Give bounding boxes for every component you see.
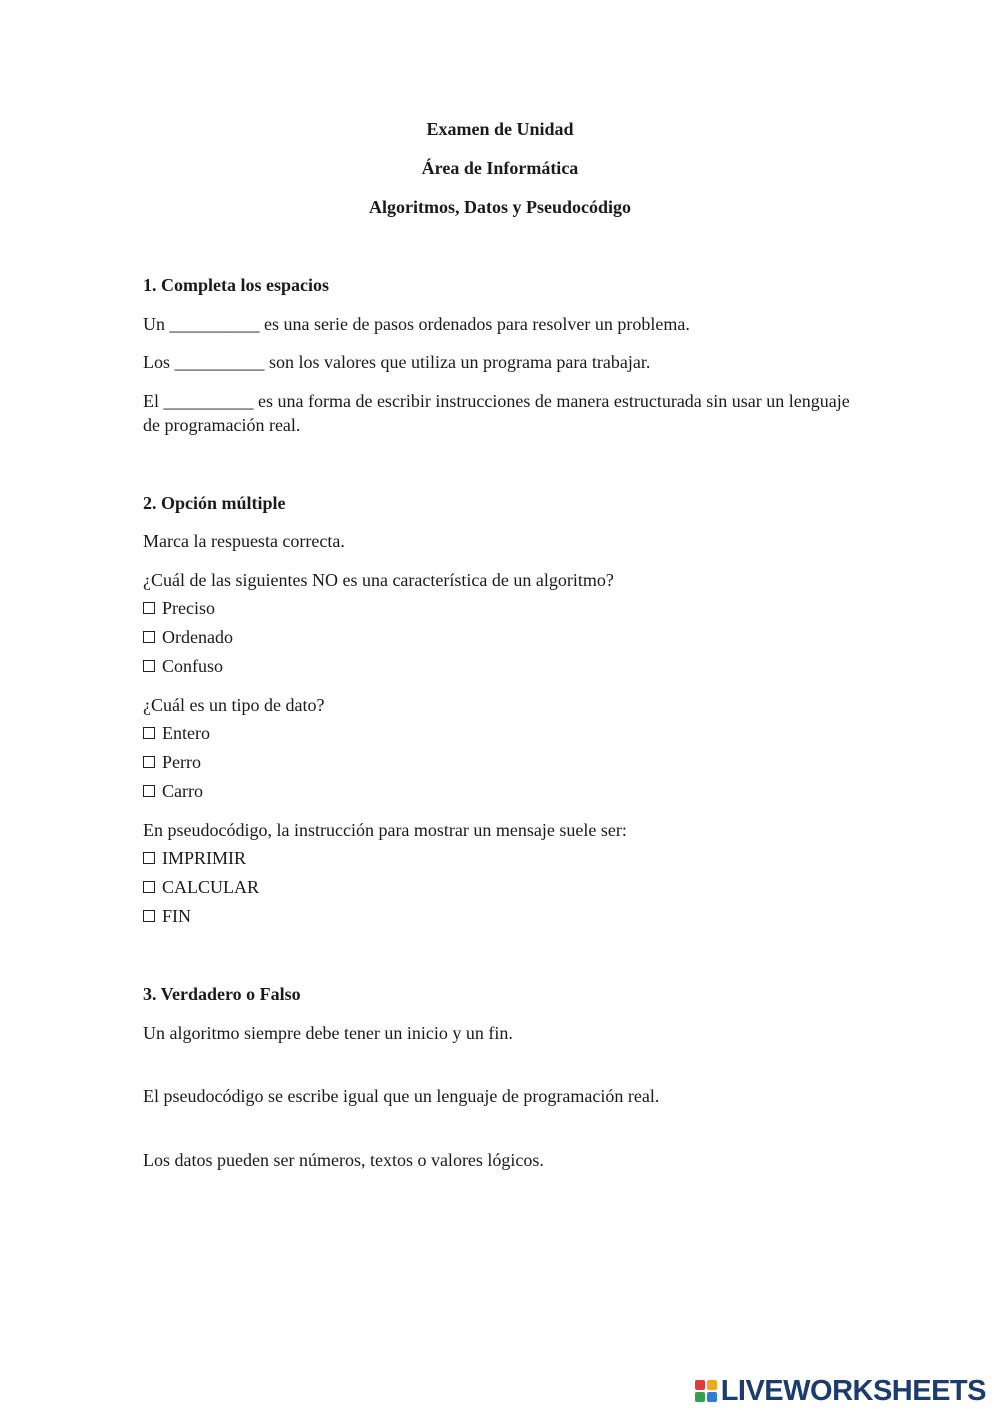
option-label: Carro — [162, 781, 203, 801]
checkbox-icon[interactable] — [143, 910, 155, 922]
option-imprimir[interactable] — [143, 846, 246, 870]
logo-square — [707, 1392, 717, 1402]
question-3: En pseudocódigo, la instrucción para mostrar un mensaje suele ser: — [143, 820, 627, 840]
option-entero[interactable] — [143, 721, 210, 745]
question-2: ¿Cuál es un tipo de dato? — [143, 695, 325, 715]
option-label: Entero — [162, 723, 210, 743]
logo-squares-icon — [695, 1380, 717, 1402]
exam-title: Examen de Unidad — [426, 119, 574, 139]
option-ordenado[interactable] — [143, 625, 233, 649]
section-3-title: 3. Verdadero o Falso — [143, 984, 301, 1004]
option-label: Preciso — [162, 598, 215, 618]
option-label: FIN — [162, 906, 192, 926]
option-fin[interactable] — [143, 904, 191, 928]
exam-subtitle: Área de Informática — [421, 158, 579, 178]
option-label: Perro — [162, 752, 201, 772]
section-2-instruction: Marca la respuesta correcta. — [143, 531, 345, 551]
option-preciso[interactable] — [143, 596, 215, 620]
fill-blank-1[interactable]: Un __________ es una serie de pasos ordenados para resolver un problema. — [143, 314, 690, 334]
fill-blank-3[interactable]: El __________ es una forma de escribir instrucciones de manera estructurada sin usar un lenguaje de programación real. — [143, 391, 850, 435]
true-false-statement-1[interactable]: Un algoritmo siempre debe tener un inicio y un fin. — [143, 1023, 513, 1043]
option-carro[interactable] — [143, 779, 203, 803]
checkbox-icon[interactable] — [143, 756, 155, 768]
checkbox-icon[interactable] — [143, 852, 155, 864]
checkbox-icon[interactable] — [143, 727, 155, 739]
checkbox-icon[interactable] — [143, 631, 155, 643]
liveworksheets-logo — [695, 1374, 986, 1408]
logo-square — [707, 1380, 717, 1390]
section-2-title: 2. Opción múltiple — [143, 493, 286, 513]
option-label: Ordenado — [162, 627, 233, 647]
true-false-statement-3[interactable]: Los datos pueden ser números, textos o valores lógicos. — [143, 1150, 544, 1170]
checkbox-icon[interactable] — [143, 602, 155, 614]
option-perro[interactable] — [143, 750, 201, 774]
section-1-title: 1. Completa los espacios — [143, 275, 329, 295]
logo-square — [695, 1392, 705, 1402]
checkbox-icon[interactable] — [143, 660, 155, 672]
option-confuso[interactable] — [143, 654, 223, 678]
logo-square — [695, 1380, 705, 1390]
fill-blank-2[interactable]: Los __________ son los valores que utiliza un programa para trabajar. — [143, 352, 651, 372]
brand-name: LIVEWORKSHEETS — [720, 1374, 986, 1407]
checkbox-icon[interactable] — [143, 785, 155, 797]
option-label: CALCULAR — [162, 877, 260, 897]
checkbox-icon[interactable] — [143, 881, 155, 893]
option-label: Confuso — [162, 656, 224, 676]
exam-topic: Algoritmos, Datos y Pseudocódigo — [369, 197, 631, 217]
true-false-statement-2[interactable]: El pseudocódigo se escribe igual que un lenguaje de programación real. — [143, 1086, 660, 1106]
option-calcular[interactable] — [143, 875, 259, 899]
option-label: IMPRIMIR — [162, 848, 247, 868]
question-1: ¿Cuál de las siguientes NO es una característica de un algoritmo? — [143, 570, 614, 590]
